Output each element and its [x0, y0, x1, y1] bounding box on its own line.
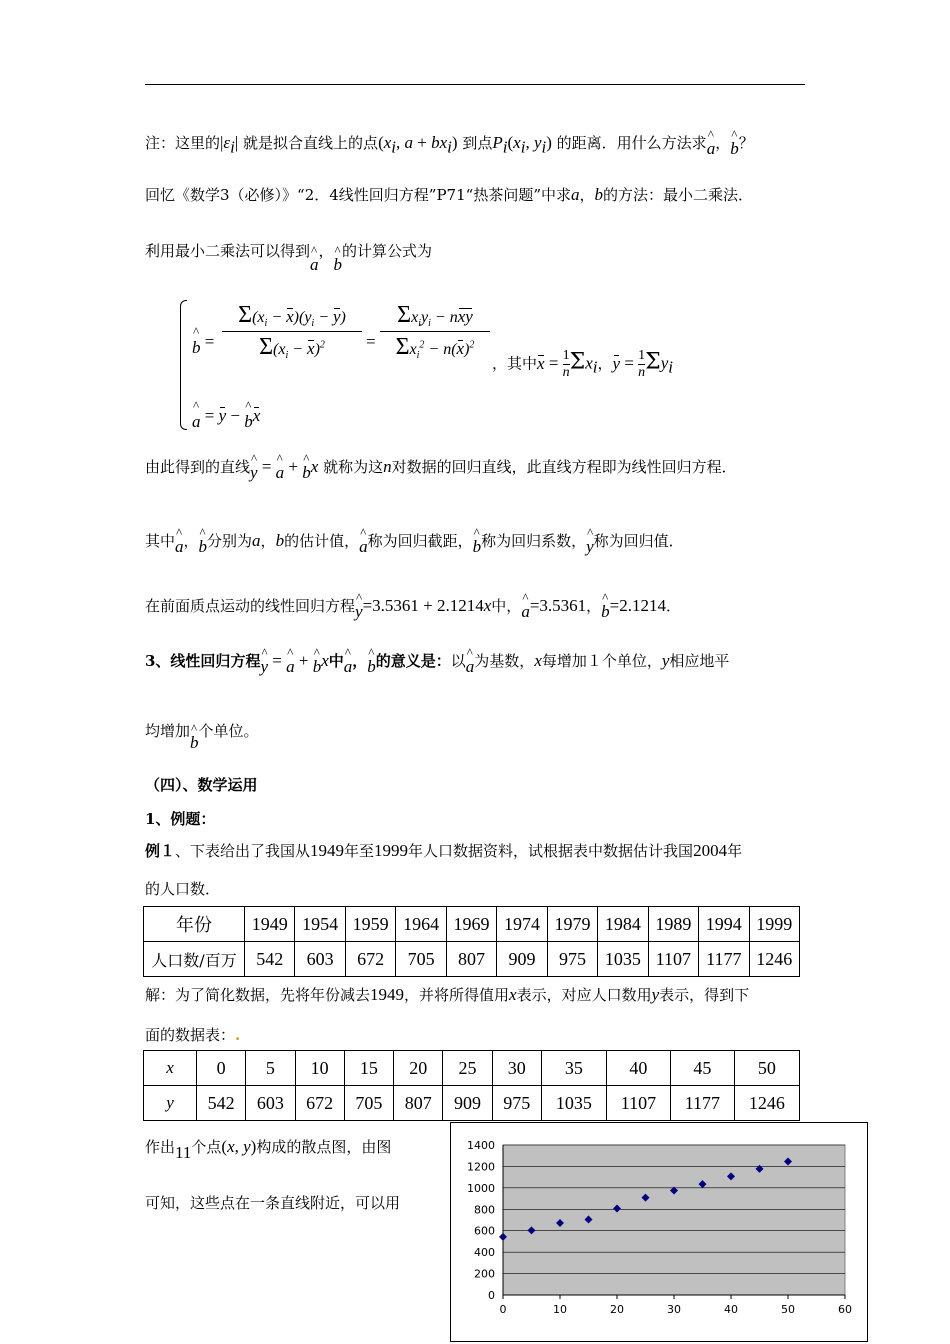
scatter-text-1: 作出11个点(x, y)构成的散点图，由图: [145, 1137, 392, 1162]
x-tick-label: 40: [724, 1303, 738, 1316]
y-tick-label: 0: [488, 1289, 495, 1302]
example-1-line-cont: 的人口数．: [145, 880, 221, 898]
section-4-heading: （四）、数学运用: [145, 776, 258, 794]
x-tick-label: 10: [553, 1303, 567, 1316]
table-row-years: 年份 1949 1954 1959 1964 1969 1974 1979 1984 1989 1994 1999: [144, 907, 800, 942]
y-tick-label: 1200: [467, 1160, 495, 1174]
scatter-text-2: 可知，这些点在一条直线附近，可以用: [145, 1194, 401, 1212]
y-tick-label: 1000: [467, 1181, 495, 1195]
note-line: 注：这里的$|\varepsilon_i|$ 就是拟合直线上的点($x_i$, $a + bx_i$) 到点$P_i(x_i$, $y_i$) 的距离．用什么方法求^ a，^ b？: [145, 132, 754, 160]
scatter-svg: [451, 1123, 867, 1341]
xy-table: [143, 1050, 800, 1121]
y-tick-label: 200: [474, 1267, 495, 1281]
solution-line-cont: 面的数据表：.: [145, 1026, 241, 1044]
abs-epsilon: $|\varepsilon_i|$: [220, 133, 239, 157]
fraction-1: $\Sigma(x_i - x)(y_i - y)$ $\Sigma(x_i - x)^2$: [222, 302, 362, 361]
meaning-line-cont: 均增加^ b个单位。: [145, 720, 259, 754]
table-row-y: y 542 603 672 705 807 909 975 1035 1107 1177 1246: [144, 1086, 800, 1121]
brace: [180, 300, 187, 430]
scatter-chart: [450, 1122, 868, 1342]
x-tick-label: 20: [610, 1303, 624, 1316]
regression-formula: ^ b = $\Sigma(x_i - x)(y_i - y)$ $\Sigma(x_i - x)^2$ = $\Sigma x_iy_i$ − nxy $\Sigma x_i^2 - n(x)^2$ ，其中x = $\frac{1}{n}\Sigma x_i$，y = $\frac{1}{n}\Sigma y_i$ ^ a = y − ^ bx: [180, 298, 780, 433]
fraction-2: $\Sigma x_iy_i$ − nxy $\Sigma x_i^2 - n(x)^2$: [380, 302, 490, 361]
estimates-line: 其中^ a，^ b分别为a，b的估计值，^ a称为回归截距，^ b称为回归系数，^ y称为回归值．: [145, 530, 684, 558]
table-row-x: x 0 5 10 15 20 25 30 35 40 45 50: [144, 1051, 800, 1086]
y-tick-label: 1400: [467, 1139, 495, 1152]
solution-line: 解：为了简化数据，先将年份减去1949，并将所得值用x表示，对应人口数用y表示，得到下: [145, 985, 750, 1004]
lsq-line: 利用最小二乘法可以得到^ a，^ b的计算公式为: [145, 240, 432, 276]
point-expr: ($x_i$, $a + bx_i$): [378, 133, 458, 157]
example-1-line: 例１、下表给出了我国从1949年至1999年人口数据资料，试根据表中数据估计我国2004年: [145, 841, 743, 860]
x-tick-label: 30: [667, 1303, 681, 1316]
x-tick-label: 50: [781, 1303, 795, 1316]
top-rule: [145, 84, 805, 85]
x-tick-label: 60: [838, 1303, 852, 1316]
example-eq-line: 在前面质点运动的线性回归方程^ y=3.5361 + 2.1214x中，^ a=3.5361，^ b=2.1214．: [145, 595, 681, 623]
point-p: $P_i(x_i$, $y_i$): [492, 133, 552, 157]
meaning-line: 3、线性回归方程^ y = ^ a + ^ bx中^ a，^ b的意义是：以^ a为基数，x每增加１个单位，y相应地平: [145, 650, 729, 678]
y-tick-label: 800: [474, 1203, 495, 1217]
y-tick-label: 600: [474, 1224, 495, 1238]
population-table: [143, 906, 800, 977]
regression-line-def: 由此得到的直线^ y = ^ a + ^ bx 就称为这n对数据的回归直线，此直线方程即为线性回归方程．: [145, 456, 737, 484]
recall-line: 回忆《数学3（必修）》“2．4线性回归方程”P71“热茶问题”中求a，b的方法：最小二乘法．: [145, 185, 754, 204]
table-row-population: 人口数/百万 542 603 672 705 807 909 975 1035 1107 1177 1246: [144, 942, 800, 977]
y-tick-label: 400: [474, 1246, 495, 1260]
example-heading: 1、例题：: [145, 810, 216, 828]
plot-area: [503, 1145, 845, 1295]
x-tick-label: 0: [499, 1303, 507, 1316]
